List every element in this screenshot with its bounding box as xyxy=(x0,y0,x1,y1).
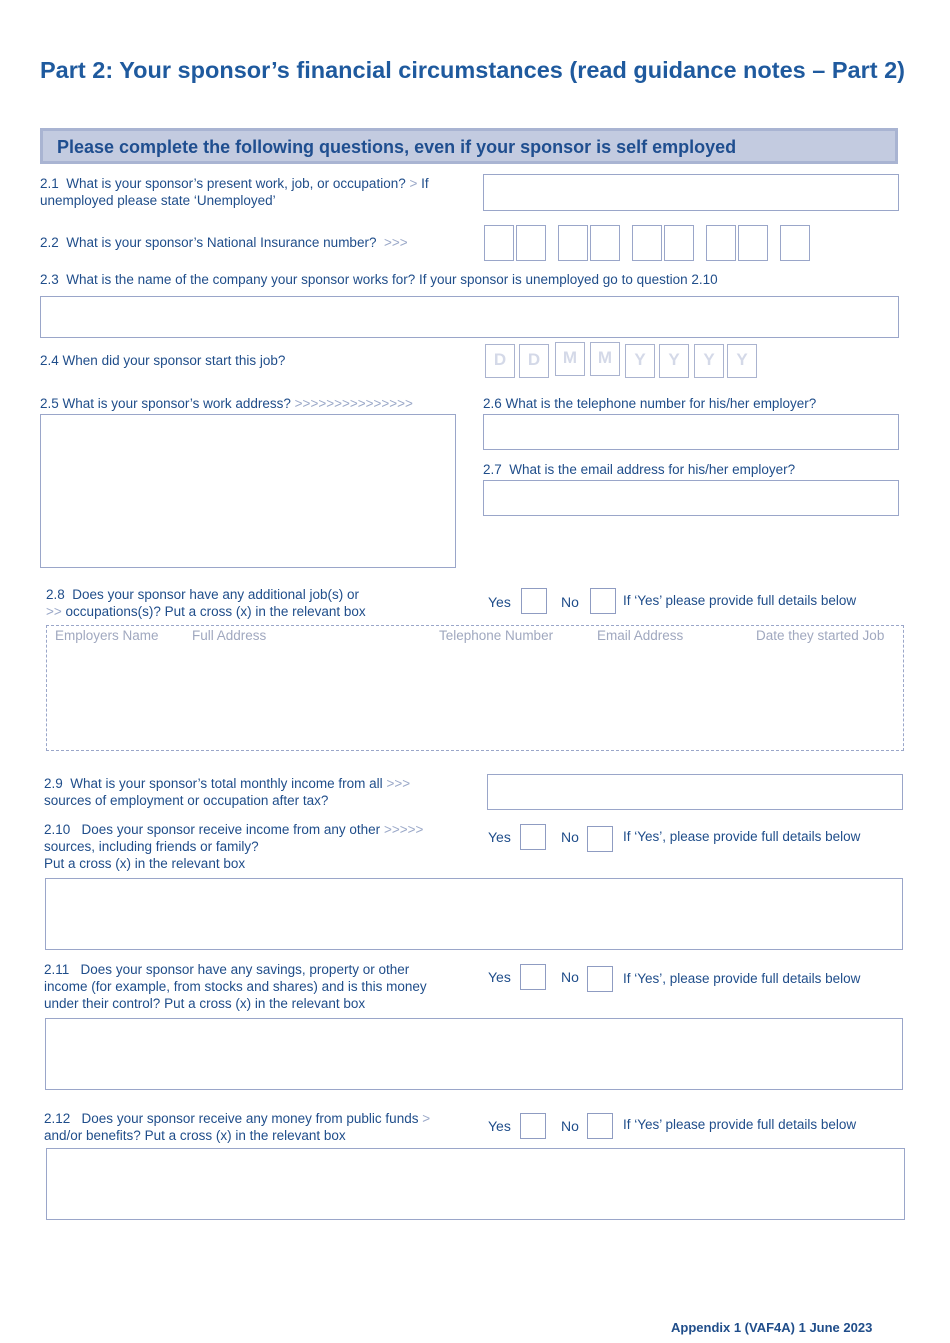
public-funds-details-field[interactable] xyxy=(46,1148,905,1220)
no-label: No xyxy=(561,829,579,845)
question-2-2: 2.2 What is your sponsor’s National Insurance number? >>> xyxy=(40,235,408,250)
q2-12-yes-checkbox[interactable] xyxy=(520,1113,546,1139)
work-address-field[interactable] xyxy=(40,414,456,568)
no-label: No xyxy=(561,1118,579,1134)
company-name-field[interactable] xyxy=(40,296,899,338)
details-note: If ‘Yes’ please provide full details below xyxy=(623,593,857,608)
question-2-1: 2.1 What is your sponsor’s present work, job, or occupation? > If unemployed please state ‘Unemployed’ xyxy=(40,176,429,208)
ni-number-cell[interactable] xyxy=(706,225,736,261)
ni-number-cell[interactable] xyxy=(780,225,810,261)
details-note: If ‘Yes’ please provide full details below xyxy=(623,1117,857,1132)
column-header: Email Address xyxy=(597,628,684,643)
ni-number-cell[interactable] xyxy=(484,225,514,261)
ni-number-cell[interactable] xyxy=(558,225,588,261)
yes-label: Yes xyxy=(488,594,511,610)
start-day-cell[interactable]: D xyxy=(519,344,549,378)
question-2-10: 2.10 Does your sponsor receive income from any other >>>>> sources, including friends or family? Put a cross (x) in the relevant box xyxy=(44,822,424,871)
question-2-9: 2.9 What is your sponsor’s total monthly income from all >>> sources of employment or occupation after tax? xyxy=(44,776,411,808)
column-header: Full Address xyxy=(192,628,267,643)
q2-8-yes-checkbox[interactable] xyxy=(521,588,547,614)
page-title: Part 2: Your sponsor’s financial circumstances (read guidance notes – Part 2) xyxy=(40,57,905,83)
q2-11-yes-checkbox[interactable] xyxy=(520,964,546,990)
yes-label: Yes xyxy=(488,829,511,845)
q2-12-no-checkbox[interactable] xyxy=(587,1113,613,1139)
question-2-11: 2.11 Does your sponsor have any savings, property or other income (for example, from stocks and shares) and is this money under their control? Put a cross (x) in the relevant box xyxy=(44,962,427,1011)
start-year-cell[interactable]: Y xyxy=(727,344,757,378)
no-label: No xyxy=(561,969,579,985)
section-banner xyxy=(40,128,898,164)
ni-number-cell[interactable] xyxy=(590,225,620,261)
question-2-5: 2.5 What is your sponsor’s work address? >>>>>>>>>>>>>>> xyxy=(40,396,413,411)
ni-number-cell[interactable] xyxy=(738,225,768,261)
q2-8-no-checkbox[interactable] xyxy=(590,588,616,614)
q2-11-no-checkbox[interactable] xyxy=(587,966,613,992)
column-header: Telephone Number xyxy=(439,628,554,643)
start-year-cell[interactable]: Y xyxy=(694,344,724,378)
start-year-cell[interactable]: Y xyxy=(625,344,655,378)
q2-10-yes-checkbox[interactable] xyxy=(520,824,546,850)
column-header: Employers Name xyxy=(55,628,159,643)
other-income-details-field[interactable] xyxy=(45,878,903,950)
employer-email-field[interactable] xyxy=(483,480,899,516)
yes-label: Yes xyxy=(488,1118,511,1134)
ni-number-cell[interactable] xyxy=(516,225,546,261)
question-2-12: 2.12 Does your sponsor receive any money from public funds > and/or benefits? Put a cross (x) in the relevant box xyxy=(44,1111,431,1143)
occupation-field[interactable] xyxy=(483,174,899,211)
savings-details-field[interactable] xyxy=(45,1018,903,1090)
yes-label: Yes xyxy=(488,969,511,985)
question-2-6: 2.6 What is the telephone number for his/her employer? xyxy=(483,396,817,411)
details-note: If ‘Yes’, please provide full details below xyxy=(623,971,861,986)
start-year-cell[interactable]: Y xyxy=(659,344,689,378)
page-footer: Appendix 1 (VAF4A) 1 June 2023 xyxy=(671,1320,873,1335)
additional-jobs-table[interactable] xyxy=(46,625,904,751)
question-2-4: 2.4 When did your sponsor start this job? xyxy=(40,353,286,368)
start-day-cell[interactable]: D xyxy=(485,344,515,378)
start-month-cell[interactable]: M xyxy=(555,342,585,376)
question-2-8: 2.8 Does your sponsor have any additional job(s) or >> occupations(s)? Put a cross (x) in the relevant box xyxy=(46,587,366,619)
ni-number-cell[interactable] xyxy=(632,225,662,261)
banner-text: Please complete the following questions, even if your sponsor is self employed xyxy=(57,137,737,157)
employer-phone-field[interactable] xyxy=(483,414,899,450)
details-note: If ‘Yes’, please provide full details below xyxy=(623,829,861,844)
start-month-cell[interactable]: M xyxy=(590,342,620,376)
no-label: No xyxy=(561,594,579,610)
column-header: Date they started Job xyxy=(756,628,885,643)
ni-number-cell[interactable] xyxy=(664,225,694,261)
q2-10-no-checkbox[interactable] xyxy=(587,826,613,852)
question-2-7: 2.7 What is the email address for his/her employer? xyxy=(483,462,796,477)
question-2-3: 2.3 What is the name of the company your sponsor works for? If your sponsor is unemployed go to question 2.10 xyxy=(40,272,718,287)
monthly-income-field[interactable] xyxy=(487,774,903,810)
